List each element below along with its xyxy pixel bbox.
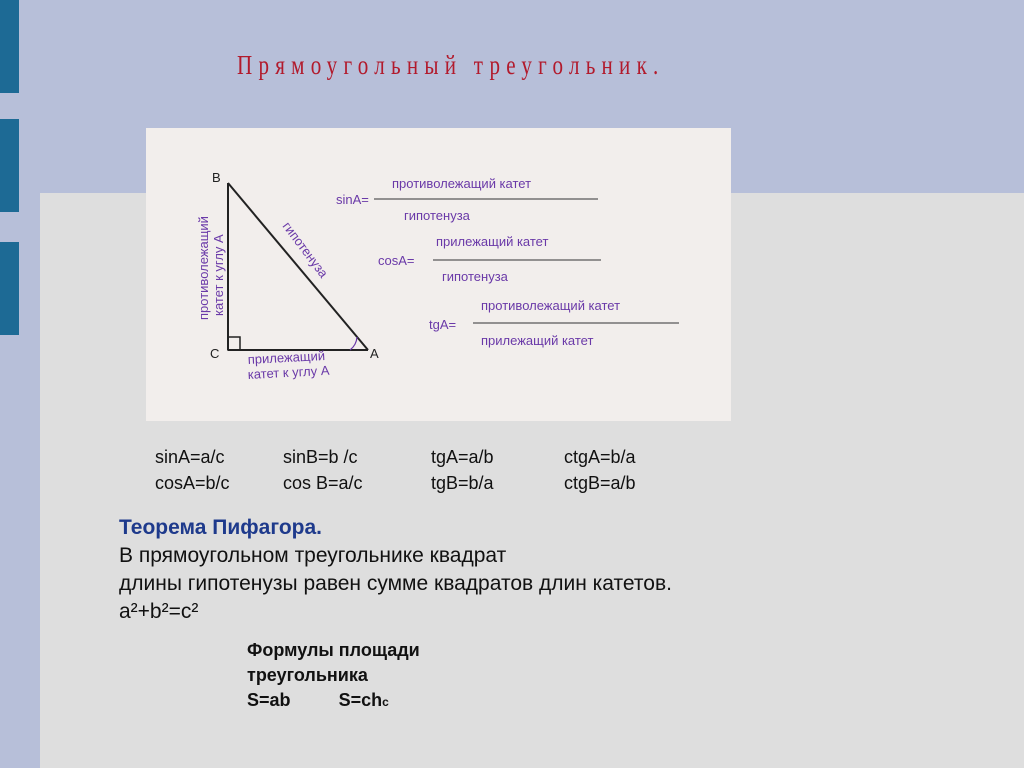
- area-formula-2: S=chc: [338, 690, 389, 710]
- area-formulas-row: [247, 688, 420, 715]
- trig-formula: sinA=a/c: [155, 447, 225, 467]
- area-formulas-block: [247, 638, 420, 715]
- trig-formula: ctgA=b/a: [564, 447, 636, 467]
- tg-label: tgA=: [429, 317, 457, 332]
- triangle-figure: [146, 128, 731, 421]
- angle-a-arc: [350, 337, 357, 350]
- pythagoras-formula: a²+b²=c²: [119, 600, 199, 623]
- hypotenuse-line: [228, 183, 368, 350]
- trig-formula: ctgB=a/b: [564, 473, 636, 493]
- vertex-c-label: C: [210, 346, 220, 361]
- tg-numerator: противолежащий катет: [481, 298, 621, 313]
- left-tab-3: [0, 242, 19, 335]
- left-tab-1: [0, 0, 19, 93]
- trig-formula: tgB=b/a: [431, 473, 494, 493]
- cos-numerator: прилежащий катет: [436, 234, 549, 249]
- vertex-b-label: B: [212, 170, 221, 185]
- trig-formula: cosA=b/c: [155, 473, 230, 493]
- cos-denominator: гипотенуза: [442, 269, 508, 284]
- left-strip: [0, 0, 40, 768]
- triangle-diagram: [146, 128, 731, 421]
- adjacent-leg-label-2: катет к углу A: [247, 362, 330, 382]
- sin-denominator: гипотенуза: [404, 208, 470, 223]
- hypotenuse-label: гипотенуза: [279, 218, 332, 281]
- pythagoras-heading: Теорема Пифагора.: [119, 516, 322, 539]
- pythagoras-block: [119, 514, 672, 626]
- adjacent-leg-label-1: прилежащий: [247, 347, 326, 367]
- right-angle-mark: [228, 337, 240, 350]
- trig-formula: cos B=a/c: [283, 473, 363, 493]
- trig-formula: tgA=a/b: [431, 447, 494, 467]
- opposite-leg-label-2: катет к углу A: [211, 234, 226, 316]
- opposite-leg-label-1: противолежащий: [196, 216, 211, 320]
- sin-numerator: противолежащий катет: [392, 176, 532, 191]
- trig-formula: sinB=b /c: [283, 447, 358, 467]
- tg-denominator: прилежащий катет: [481, 333, 594, 348]
- area-formula-1: S=ab: [247, 690, 291, 710]
- pythagoras-line-1: В прямоугольном треугольнике квадрат: [119, 544, 507, 567]
- slide-title: Прямоугольный треугольник.: [237, 50, 665, 80]
- pythagoras-line-2: длины гипотенузы равен сумме квадратов длин катетов.: [119, 572, 672, 595]
- area-heading-line-1: Формулы площади: [247, 640, 420, 660]
- left-tab-2: [0, 119, 19, 212]
- cos-label: cosA=: [378, 253, 415, 268]
- area-heading-line-2: треугольника: [247, 665, 368, 685]
- sin-label: sinA=: [336, 192, 369, 207]
- vertex-a-label: A: [370, 346, 379, 361]
